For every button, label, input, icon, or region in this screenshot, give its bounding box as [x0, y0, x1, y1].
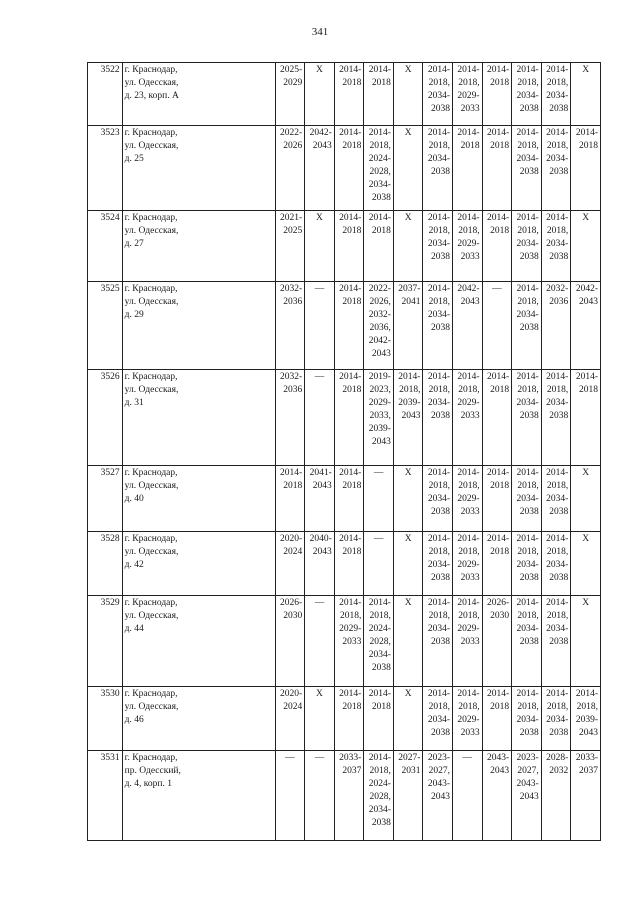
period-cell: 2014- 2018, 2034- 2038 — [423, 596, 453, 687]
period-cell: Х — [393, 532, 423, 596]
period-cell: 2021- 2025 — [275, 211, 305, 282]
row-number-cell: 3522 — [88, 63, 123, 126]
period-cell: — — [305, 282, 335, 370]
period-cell: 2014- 2018, 2034- 2038 — [423, 126, 453, 211]
period-cell: 2027- 2031 — [393, 751, 423, 841]
period-cell: 2014- 2018 — [334, 126, 364, 211]
period-cell: 2014- 2018 — [334, 282, 364, 370]
period-cell: Х — [571, 532, 601, 596]
period-cell: 2014- 2018, 2029- 2033 — [453, 687, 483, 751]
period-cell: — — [364, 532, 394, 596]
period-cell: 2014- 2018 — [334, 532, 364, 596]
period-cell: 2014- 2018 — [453, 126, 483, 211]
period-cell: 2014- 2018, 2034- 2038 — [512, 282, 542, 370]
period-cell: Х — [571, 596, 601, 687]
period-cell: 2014- 2018, 2029- 2033 — [453, 466, 483, 532]
period-cell: 2014- 2018, 2029- 2033 — [453, 370, 483, 466]
table-row — [88, 211, 601, 282]
row-number-cell: 3527 — [88, 466, 123, 532]
period-cell: 2020- 2024 — [275, 532, 305, 596]
address-cell: г. Краснодар, ул. Одесская, д. 29 — [122, 282, 275, 370]
period-cell: 2042- 2043 — [453, 282, 483, 370]
table-row — [88, 751, 601, 841]
period-cell: 2014- 2018, 2034- 2038 — [512, 466, 542, 532]
table-row — [88, 282, 601, 370]
period-cell: 2014- 2018, 2024- 2028, 2034- 2038 — [364, 596, 394, 687]
period-cell: 2014- 2018 — [334, 211, 364, 282]
period-cell: — — [305, 751, 335, 841]
period-cell: 2014- 2018, 2034- 2038 — [423, 211, 453, 282]
period-cell: 2014- 2018, 2034- 2038 — [423, 370, 453, 466]
period-cell: 2014- 2018 — [364, 211, 394, 282]
period-cell: 2026- 2030 — [275, 596, 305, 687]
period-cell: 2014- 2018, 2034- 2038 — [541, 126, 571, 211]
table-row — [88, 532, 601, 596]
period-cell: 2014- 2018, 2029- 2033 — [334, 596, 364, 687]
period-cell: 2032- 2036 — [275, 282, 305, 370]
period-cell: 2014- 2018, 2029- 2033 — [453, 532, 483, 596]
table-row — [88, 370, 601, 466]
period-cell: 2014- 2018, 2034- 2038 — [423, 532, 453, 596]
period-cell: 2014- 2018, 2034- 2038 — [512, 211, 542, 282]
address-cell: г. Краснодар, ул. Одесская, д. 46 — [122, 687, 275, 751]
period-cell: 2037- 2041 — [393, 282, 423, 370]
address-cell: г. Краснодар, ул. Одесская, д. 25 — [122, 126, 275, 211]
period-cell: 2014- 2018, 2034- 2038 — [541, 63, 571, 126]
row-number-cell: 3530 — [88, 687, 123, 751]
row-number-cell: 3528 — [88, 532, 123, 596]
period-cell: 2032- 2036 — [541, 282, 571, 370]
period-cell: 2033- 2037 — [571, 751, 601, 841]
period-cell: 2014- 2018 — [482, 687, 512, 751]
period-cell: 2014- 2018, 2029- 2033 — [453, 211, 483, 282]
period-cell: 2014- 2018 — [364, 687, 394, 751]
row-number-cell: 3526 — [88, 370, 123, 466]
period-cell: Х — [393, 126, 423, 211]
period-cell: 2014- 2018 — [334, 370, 364, 466]
period-cell: 2041- 2043 — [305, 466, 335, 532]
row-number-cell: 3525 — [88, 282, 123, 370]
period-cell: Х — [571, 211, 601, 282]
period-cell: — — [275, 751, 305, 841]
period-cell: 2022- 2026 — [275, 126, 305, 211]
period-cell: 2014- 2018, 2034- 2038 — [512, 596, 542, 687]
period-cell: 2019- 2023, 2029- 2033, 2039- 2043 — [364, 370, 394, 466]
period-cell: 2014- 2018, 2024- 2028, 2034- 2038 — [364, 126, 394, 211]
period-cell: 2042- 2043 — [571, 282, 601, 370]
period-cell: Х — [305, 63, 335, 126]
period-cell: 2014- 2018, 2029- 2033 — [453, 63, 483, 126]
period-cell: 2026- 2030 — [482, 596, 512, 687]
row-number-cell: 3529 — [88, 596, 123, 687]
address-cell: г. Краснодар, ул. Одесская, д. 23, корп. А — [122, 63, 275, 126]
period-cell: 2020- 2024 — [275, 687, 305, 751]
period-cell: 2040- 2043 — [305, 532, 335, 596]
period-cell: 2014- 2018, 2034- 2038 — [512, 532, 542, 596]
period-cell: 2014- 2018, 2034- 2038 — [512, 687, 542, 751]
period-cell: 2014- 2018, 2034- 2038 — [512, 63, 542, 126]
period-cell: 2014- 2018 — [482, 532, 512, 596]
table-row — [88, 466, 601, 532]
period-cell: 2014- 2018 — [334, 466, 364, 532]
period-cell: 2014- 2018, 2034- 2038 — [541, 370, 571, 466]
period-cell: 2014- 2018 — [364, 63, 394, 126]
period-cell: — — [305, 596, 335, 687]
table-row — [88, 63, 601, 126]
period-cell: 2023- 2027, 2043- 2043 — [512, 751, 542, 841]
period-cell: 2032- 2036 — [275, 370, 305, 466]
address-cell: г. Краснодар, ул. Одесская, д. 40 — [122, 466, 275, 532]
period-cell: — — [364, 466, 394, 532]
row-number-cell: 3531 — [88, 751, 123, 841]
row-number-cell: 3524 — [88, 211, 123, 282]
period-cell: 2014- 2018 — [482, 63, 512, 126]
period-cell: 2025- 2029 — [275, 63, 305, 126]
period-cell: — — [453, 751, 483, 841]
period-cell: 2014- 2018, 2034- 2038 — [541, 466, 571, 532]
period-cell: Х — [305, 687, 335, 751]
housing-repair-schedule-table — [87, 62, 601, 841]
address-cell: г. Краснодар, ул. Одесская, д. 31 — [122, 370, 275, 466]
period-cell: Х — [393, 466, 423, 532]
period-cell: Х — [393, 596, 423, 687]
address-cell: г. Краснодар, ул. Одесская, д. 44 — [122, 596, 275, 687]
period-cell: — — [305, 370, 335, 466]
table-row — [88, 687, 601, 751]
period-cell: 2014- 2018, 2034- 2038 — [423, 466, 453, 532]
period-cell: 2014- 2018 — [482, 466, 512, 532]
period-cell: Х — [571, 63, 601, 126]
period-cell: Х — [393, 687, 423, 751]
period-cell: 2014- 2018 — [334, 687, 364, 751]
period-cell: 2014- 2018, 2029- 2033 — [453, 596, 483, 687]
period-cell: 2014- 2018, 2034- 2038 — [541, 596, 571, 687]
period-cell: 2023- 2027, 2043- 2043 — [423, 751, 453, 841]
table-row — [88, 126, 601, 211]
page-number: 341 — [311, 26, 329, 38]
address-cell: г. Краснодар, ул. Одесская, д. 27 — [122, 211, 275, 282]
period-cell: 2014- 2018 — [482, 370, 512, 466]
period-cell: — — [482, 282, 512, 370]
address-cell: г. Краснодар, пр. Одесский, д. 4, корп. 1 — [122, 751, 275, 841]
period-cell: 2014- 2018 — [334, 63, 364, 126]
period-cell: 2014- 2018, 2039- 2043 — [571, 687, 601, 751]
period-cell: 2014- 2018 — [571, 370, 601, 466]
period-cell: Х — [305, 211, 335, 282]
table-row — [88, 596, 601, 687]
period-cell: 2014- 2018, 2034- 2038 — [423, 63, 453, 126]
period-cell: 2028- 2032 — [541, 751, 571, 841]
period-cell: 2014- 2018 — [482, 126, 512, 211]
period-cell: 2014- 2018, 2034- 2038 — [541, 532, 571, 596]
period-cell: 2014- 2018, 2034- 2038 — [512, 370, 542, 466]
period-cell: 2014- 2018, 2034- 2038 — [541, 211, 571, 282]
period-cell: Х — [393, 63, 423, 126]
address-cell: г. Краснодар, ул. Одесская, д. 42 — [122, 532, 275, 596]
period-cell: 2014- 2018 — [482, 211, 512, 282]
period-cell: 2033- 2037 — [334, 751, 364, 841]
period-cell: 2042- 2043 — [305, 126, 335, 211]
period-cell: 2014- 2018, 2034- 2038 — [423, 687, 453, 751]
period-cell: Х — [571, 466, 601, 532]
period-cell: 2014- 2018, 2034- 2038 — [512, 126, 542, 211]
period-cell: Х — [393, 211, 423, 282]
period-cell: 2014- 2018, 2034- 2038 — [541, 687, 571, 751]
period-cell: 2014- 2018, 2024- 2028, 2034- 2038 — [364, 751, 394, 841]
period-cell: 2014- 2018 — [275, 466, 305, 532]
row-number-cell: 3523 — [88, 126, 123, 211]
period-cell: 2043- 2043 — [482, 751, 512, 841]
period-cell: 2014- 2018, 2039- 2043 — [393, 370, 423, 466]
period-cell: 2014- 2018, 2034- 2038 — [423, 282, 453, 370]
period-cell: 2022- 2026, 2032- 2036, 2042- 2043 — [364, 282, 394, 370]
period-cell: 2014- 2018 — [571, 126, 601, 211]
